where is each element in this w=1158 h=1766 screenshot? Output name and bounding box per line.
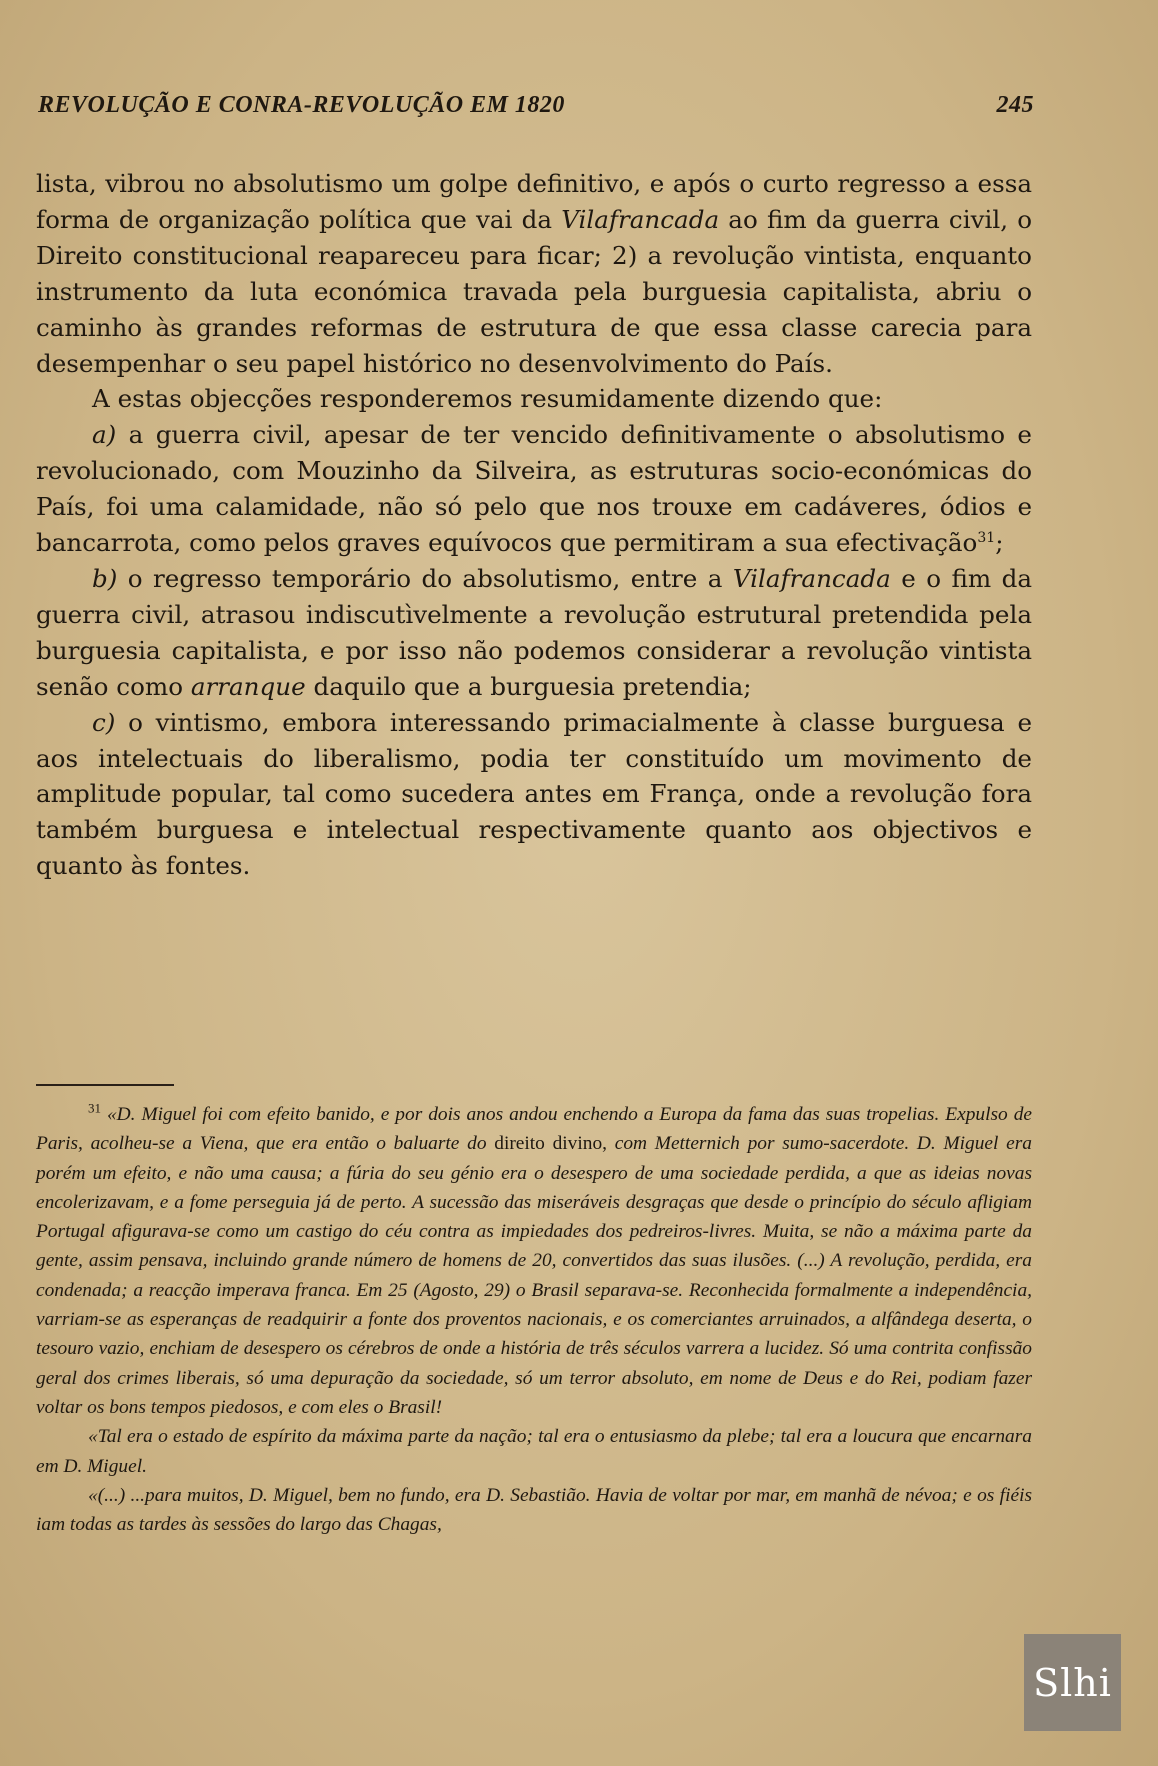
footnote-divider <box>36 1084 174 1086</box>
paragraph-1 <box>36 166 1032 381</box>
item-b-text-2: e o fim da guerra civil, atrasou indiscutìvelmente a revolução estrutural pretendida pela burguesia capitalista, e por isso não podemos considerar a revolução vintista senão como <box>36 563 1033 701</box>
item-a-end: ; <box>995 528 1004 558</box>
item-c-text: o vintismo, embora interessando primacialmente à classe burguesa e aos intelectuais do liberalismo, podia ter constituído um movimento de amplitude popular, tal como sucedera antes em França, onde a revolução fora também burguesa e intelectual respectivamente quanto aos objectivos e quanto às fontes. <box>36 707 1032 881</box>
paragraph-1-text: lista, vibrou no absolutismo um golpe definitivo, e após o curto regresso a essa forma de organização política que vai da <box>36 169 1032 234</box>
footnotes <box>36 1100 1032 1539</box>
item-b-emphasis: Vilafrancada <box>732 563 891 593</box>
footnote-31-paragraph-3: «(...) ...para muitos, D. Miguel, bem no fundo, era D. Sebastião. Havia de voltar por mar, em manhã de névoa; e os fiéis iam todas as tardes às sessões do largo das Chagas, <box>36 1484 1032 1536</box>
footnote-number: 31 <box>88 1100 101 1116</box>
item-b <box>36 561 1032 705</box>
item-b-marker: b) <box>92 563 118 593</box>
item-c <box>36 705 1032 885</box>
item-a <box>36 417 1032 561</box>
page-number: 245 <box>996 92 1034 118</box>
paragraph-1-text-rest: ao fim da guerra civil, o Direito constitucional reapareceu para ficar; 2) a revolução vintista, enquanto instrumento da luta económica travada pela burguesia capitalista, abriu o caminho às grandes reformas de estrutura de que essa classe carecia para desempenhar o seu papel histórico no desenvolvimento do País. <box>36 204 1033 378</box>
footnote-ref-31: 31 <box>977 529 996 546</box>
item-a-text: a guerra civil, apesar de ter vencido definitivamente o absolutismo e revolucionado, com Mouzinho da Silveira, as estruturas socio-económicas do País, foi uma calamidade, não só pelo que nos trouxe em cadáveres, ódios e bancarrota, como pelos graves equívocos que permitiram a sua efectivação <box>36 420 1032 558</box>
footnote-31-paragraph-1 <box>36 1100 1032 1422</box>
item-b-text: o regresso temporário do absolutismo, entre a <box>117 563 733 593</box>
footnote-roman-text: direito divino, <box>494 1133 608 1155</box>
paragraph-2: A estas objecções responderemos resumidamente dizendo que: <box>92 384 883 414</box>
footnote-text-a: «D. Miguel foi com efeito banido, e por dois anos andou enchendo a Europa da fama das suas tropelias. Expulso de Paris, acolheu-se a Viena, que era então o baluarte do <box>36 1104 1032 1155</box>
item-b-emphasis-2: arranque <box>190 671 306 701</box>
paragraph-1-emphasis: Vilafrancada <box>561 204 720 234</box>
footnote-text-b: com Metternich por sumo-sacerdote. D. Miguel era porém um efeito, e não uma causa; a fúria do seu génio era o desespero de uma sociedade perdida, a que as ideias novas encolerizavam, e a fome perseguia já de perto. A sucessão das miseráveis desgraças que desde o princípio do século afligiam Portugal afigurava-se como um castigo do céu contra as impiedades dos pedreiros-livres. Muita, se não a máxima parte da gente, assim pensava, incluindo grande número de homens de 20, convertidos das suas ilusões. (...) A revolução, perdida, era condenada; a reacção imperava franca. Em 25 (Agosto, 29) o Brasil separava-se. Reconhecida formalmente a independência, varriam-se as esperanças de readquirir a fonte dos proventos nacionais, e os comerciantes arruinados, a alfândega deserta, o tesouro vazio, enchiam de desespero os cérebros de onde a história de três séculos varrera a lucidez. Só uma contrita confissão geral dos crimes liberais, só uma depuração da sociedade, só um terror absoluto, em nome de Deus e do Rei, podiam fazer voltar os bons tempos piedosos, e com eles o Brasil! <box>36 1133 1032 1418</box>
main-text <box>36 166 1032 884</box>
footnote-31-paragraph-2: «Tal era o estado de espírito da máxima parte da nação; tal era o entusiasmo da plebe; tal era a loucura que encarnara em D. Miguel. <box>36 1426 1032 1477</box>
item-a-marker: a) <box>92 420 117 450</box>
item-b-text-3: daquilo que a burguesia pretendia; <box>305 671 752 701</box>
item-c-marker: c) <box>92 707 116 737</box>
library-logo: Slhi <box>1024 1634 1121 1731</box>
running-title: REVOLUÇÃO E CONRA-REVOLUÇÃO EM 1820 <box>38 92 565 118</box>
running-header <box>38 92 1034 119</box>
